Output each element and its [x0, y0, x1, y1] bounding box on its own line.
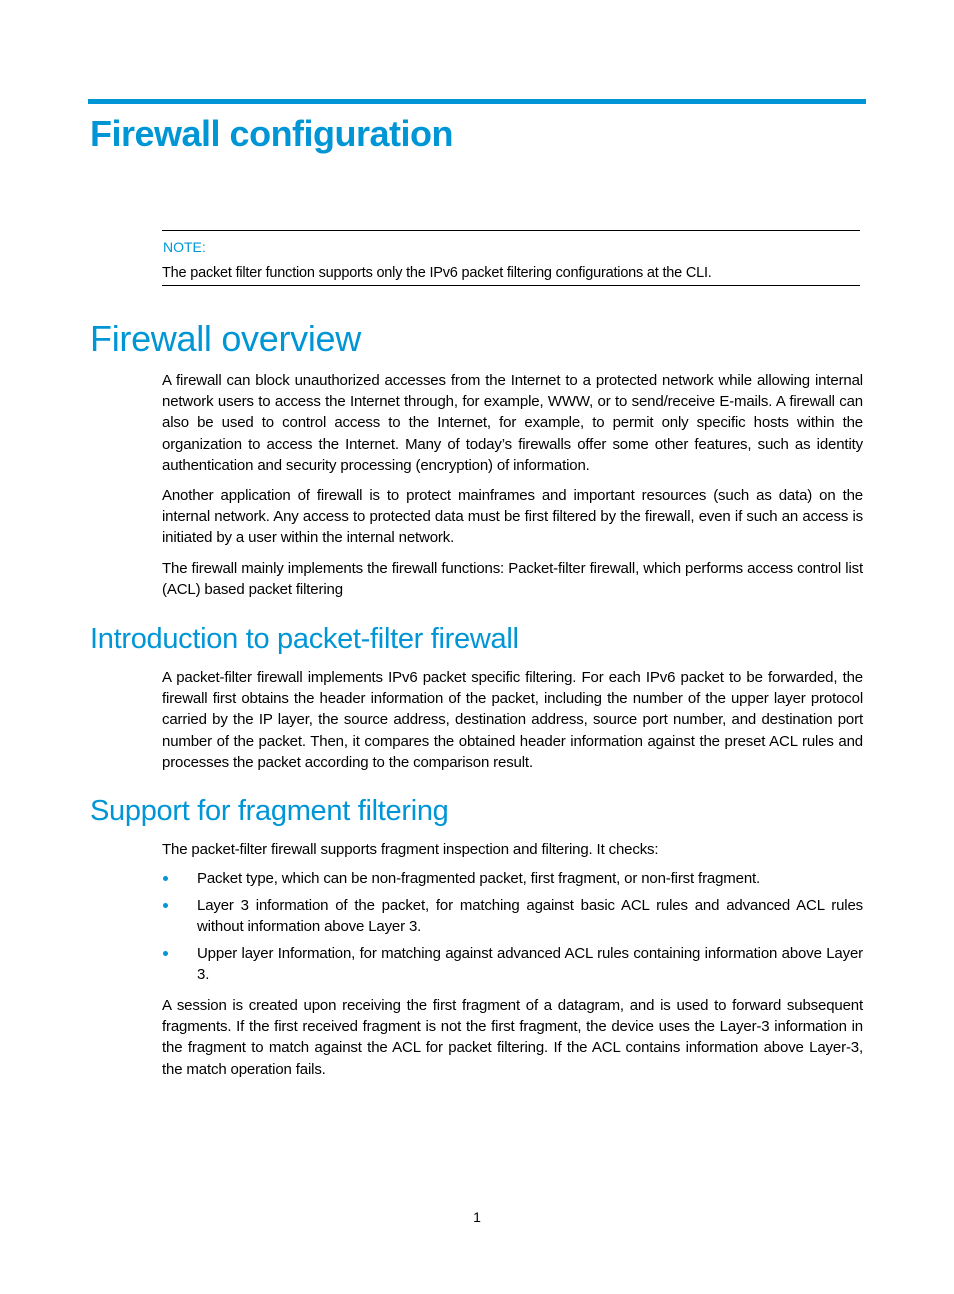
bullet-icon	[163, 876, 168, 881]
section-heading-overview: Firewall overview	[90, 318, 361, 359]
list-item	[162, 943, 863, 985]
fragment-closing-paragraph: A session is created upon receiving the first fragment of a datagram, and is used to forward subsequent fragments. If the first received fragment is not the first fragment, the device uses the Layer-3 information in the fragment to match against the ACL for packet filtering. If the ACL contains information above Layer-3, the match operation fails.	[162, 997, 863, 1078]
section-heading-fragment-filtering: Support for fragment filtering	[90, 795, 449, 827]
note-text: The packet filter function supports only the IPv6 packet filtering configurations at the CLI.	[162, 265, 712, 281]
section-heading-intro: Introduction to packet-filter firewall	[90, 623, 519, 655]
bullet-icon	[163, 951, 168, 956]
note-label: NOTE:	[163, 239, 206, 255]
list-item	[162, 895, 863, 937]
intro-paragraph: A packet-filter firewall implements IPv6 packet specific filtering. For each IPv6 packet to be forwarded, the firewall first obtains the header information of the packet, including the number of the upper layer protocol carried by the IP layer, the source address, destination address, source port number, and destination port number of the packet. Then, it compares the obtained header information against the preset ACL rules and processes the packet according to the comparison result.	[162, 669, 863, 771]
overview-paragraph: The firewall mainly implements the firewall functions: Packet-filter firewall, which performs access control list (ACL) based packet filtering	[162, 560, 863, 599]
list-item-text: Packet type, which can be non-fragmented packet, first fragment, or non-first fragment.	[197, 870, 761, 887]
list-item-text: Layer 3 information of the packet, for matching against basic ACL rules and advanced ACL rules without information above Layer 3.	[197, 896, 863, 935]
overview-paragraph: A firewall can block unauthorized accesses from the Internet to a protected network while allowing internal network users to access the Internet through, for example, WWW, or to send/receive E-mails. A firewall can also be used to control access to the Internet, for example, to permit only specific hosts within the organization to access the Internet. Many of today’s firewalls offer some other features, such as identity authentication and security processing (encryption) of information.	[162, 372, 863, 474]
chapter-top-rule	[88, 99, 866, 104]
list-item-text: Upper layer Information, for matching against advanced ACL rules containing information above Layer 3.	[197, 944, 863, 983]
bullet-icon	[163, 903, 168, 908]
overview-paragraph: Another application of firewall is to protect mainframes and important resources (such as data) on the internal network. Any access to protected data must be first filtered by the firewall, even if such an access is initiated by a user within the internal network.	[162, 487, 863, 547]
chapter-title: Firewall configuration	[90, 113, 454, 154]
fragment-check-list	[162, 868, 863, 991]
list-item	[162, 868, 863, 889]
fragment-lead-paragraph: The packet-filter firewall supports fragment inspection and filtering. It checks:	[162, 841, 659, 858]
note-box	[162, 230, 860, 286]
page-number: 1	[473, 1209, 481, 1225]
